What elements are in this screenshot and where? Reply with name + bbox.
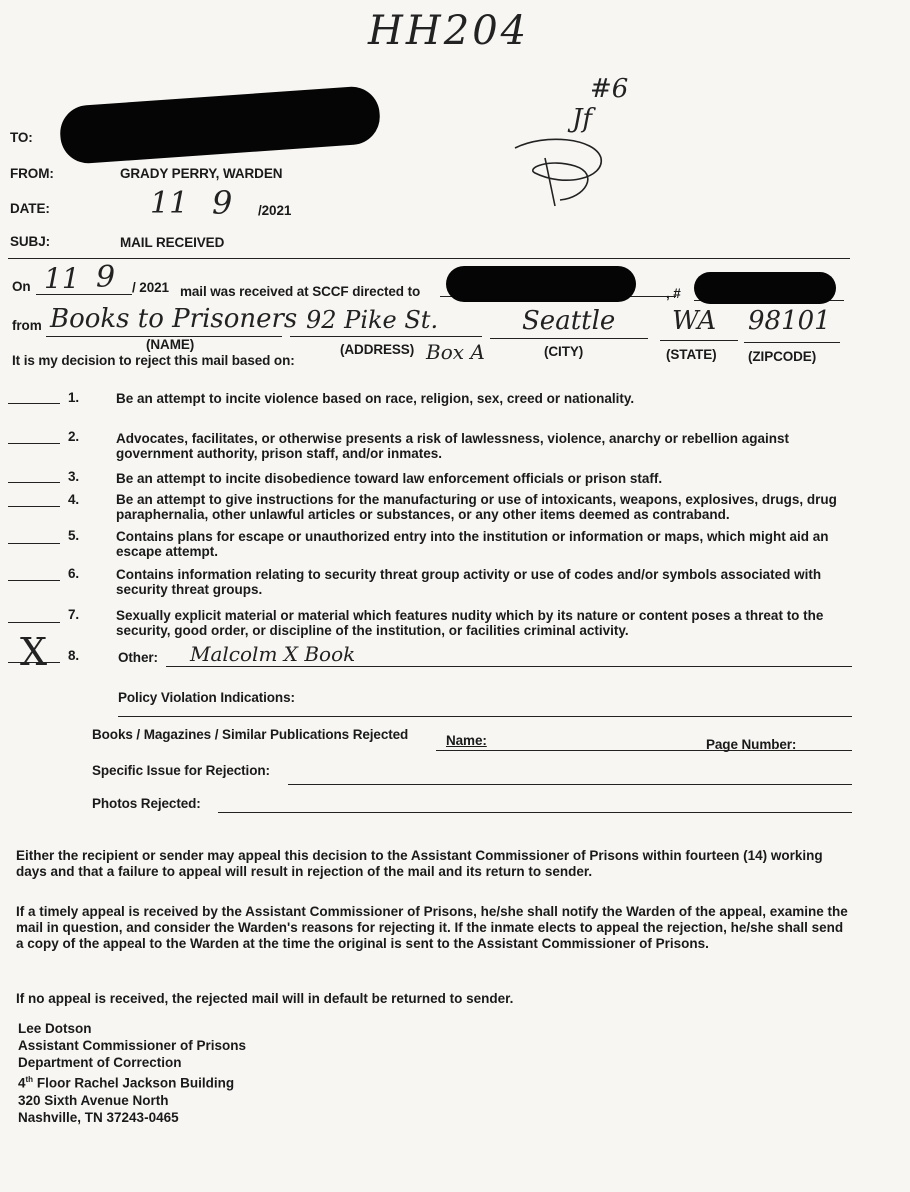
sender-address-blank <box>290 336 482 337</box>
received-text: mail was received at SCCF directed to <box>180 284 421 299</box>
from-value: GRADY PERRY, WARDEN <box>120 166 283 181</box>
hash-label: , # <box>666 286 681 301</box>
name-field-label: Name: <box>446 733 487 748</box>
handwritten-note: Jf <box>572 104 593 134</box>
reason-2-num: 2. <box>68 429 80 444</box>
reason-8-mark: X <box>20 630 48 674</box>
from-label: FROM: <box>10 166 54 181</box>
handwritten-note: #6 <box>590 74 629 104</box>
reason-6-checkbox[interactable] <box>8 580 60 581</box>
signer-street: 320 Sixth Avenue North <box>18 1092 169 1108</box>
appeal-paragraph-1: Either the recipient or sender may appeal this decision to the Assistant Commissioner of Prisons within fourteen (14) working days and that a failure to appeal will result in rejection of the mail and its return to sender. <box>16 848 823 879</box>
reason-8-other-label: Other: <box>118 650 158 665</box>
to-label: TO: <box>10 130 33 145</box>
signature-block <box>18 1020 246 1126</box>
from-sender-label: from <box>12 318 42 333</box>
photos-rejected-blank <box>218 812 852 813</box>
signer-title: Assistant Commissioner of Prisons <box>18 1038 247 1053</box>
photos-rejected-label: Photos Rejected: <box>92 796 201 811</box>
other-blank <box>166 666 852 667</box>
sender-name-handwritten: Books to Prisoners <box>50 304 298 334</box>
signer-name: Lee Dotson <box>18 1021 92 1036</box>
reason-1-num: 1. <box>68 390 80 405</box>
sender-state-handwritten: WA <box>672 306 717 336</box>
date-label: DATE: <box>10 201 50 216</box>
on-year: / 2021 <box>132 280 169 295</box>
on-day-handwritten: 9 <box>96 260 116 295</box>
page-number-label: Page Number: <box>706 737 797 752</box>
reason-1-checkbox[interactable] <box>8 403 60 404</box>
reason-8-num: 8. <box>68 648 80 663</box>
reason-3-text: Be an attempt to incite disobedience toward law enforcement officials or prison staff. <box>116 471 663 486</box>
reason-7-text: Sexually explicit material or material which features nudity which by its nature or content poses a threat to the security, good order, or discipline of the institution, or facilities criminal activity. <box>116 608 824 638</box>
sender-address-handwritten: 92 Pike St. <box>306 306 439 334</box>
name-caption: (NAME) <box>146 337 195 352</box>
other-handwritten: Malcolm X Book <box>190 642 356 666</box>
reason-1-text: Be an attempt to incite violence based on race, religion, sex, creed or nationality. <box>116 391 635 406</box>
state-caption: (STATE) <box>666 347 717 362</box>
reason-4-text: Be an attempt to give instructions for the manufacturing or use of intoxicants, weapons, explosives, drugs, drug paraphernalia, other unlawful articles or substances, or any other items deemed as contraband. <box>116 492 837 522</box>
reason-6-num: 6. <box>68 566 80 581</box>
reason-2-checkbox[interactable] <box>8 443 60 444</box>
sender-zip-handwritten: 98101 <box>748 306 831 336</box>
reason-3-num: 3. <box>68 469 80 484</box>
redaction-block <box>446 266 636 302</box>
sender-address2-handwritten: Box A <box>426 340 485 364</box>
signer-building: 4th Floor Rachel Jackson Building <box>18 1075 235 1091</box>
zip-caption: (ZIPCODE) <box>748 349 817 364</box>
sender-state-blank <box>660 340 738 341</box>
specific-issue-label: Specific Issue for Rejection: <box>92 763 270 778</box>
header-divider <box>8 258 850 259</box>
reason-7-num: 7. <box>68 607 80 622</box>
on-month-handwritten: 11 <box>44 262 80 295</box>
reason-7-checkbox[interactable] <box>8 622 60 623</box>
decision-text: It is my decision to reject this mail based on: <box>12 353 295 368</box>
signer-city: Nashville, TN 37243-0465 <box>18 1109 179 1125</box>
date-year: /2021 <box>258 203 292 218</box>
subj-value: MAIL RECEIVED <box>120 235 225 250</box>
specific-issue-blank <box>288 784 852 785</box>
reason-6-text: Contains information relating to security threat group activity or use of codes and/or symbols associated with security threat groups. <box>116 567 822 597</box>
on-date-blank <box>36 294 132 295</box>
date-day-handwritten: 9 <box>212 184 233 222</box>
reason-5-num: 5. <box>68 528 80 543</box>
sender-city-handwritten: Seattle <box>522 306 616 336</box>
date-month-handwritten: 11 <box>150 186 189 221</box>
books-rejected-label: Books / Magazines / Similar Publications Rejected <box>92 727 409 742</box>
redaction-block <box>694 272 836 304</box>
sender-zip-blank <box>744 342 840 343</box>
reason-3-checkbox[interactable] <box>8 482 60 483</box>
handwritten-code: HH204 <box>368 8 530 54</box>
city-caption: (CITY) <box>544 344 584 359</box>
signer-department: Department of Correction <box>18 1055 182 1070</box>
appeal-paragraph-2: If a timely appeal is received by the Assistant Commissioner of Prisons, he/she shall notify the Warden of the appeal, examine the mail in question, and consider the Warden's reasons for rejecting it. If the inmate elects to appeal the rejection, he/she shall send a copy of the appeal to the Warden at the time the original is sent to the Assistant Commissioner of Prisons. <box>16 904 848 951</box>
address-caption: (ADDRESS) <box>340 342 415 357</box>
redaction-block <box>58 85 381 165</box>
subj-label: SUBJ: <box>10 234 51 249</box>
reason-5-checkbox[interactable] <box>8 543 60 544</box>
reason-5-text: Contains plans for escape or unauthorized entry into the institution or information or maps, which might aid an escape attempt. <box>116 529 829 559</box>
reason-4-num: 4. <box>68 492 80 507</box>
policy-violation-label: Policy Violation Indications: <box>118 690 295 705</box>
initials-scribble <box>505 128 615 208</box>
reason-4-checkbox[interactable] <box>8 506 60 507</box>
appeal-paragraph-3: If no appeal is received, the rejected mail will in default be returned to sender. <box>16 991 514 1006</box>
sender-city-blank <box>490 338 648 339</box>
reason-2-text: Advocates, facilitates, or otherwise presents a risk of lawlessness, violence, anarchy or rebellion against government authority, prison staff, and/or inmates. <box>116 431 790 461</box>
policy-blank <box>118 716 852 717</box>
on-label: On <box>12 279 31 294</box>
